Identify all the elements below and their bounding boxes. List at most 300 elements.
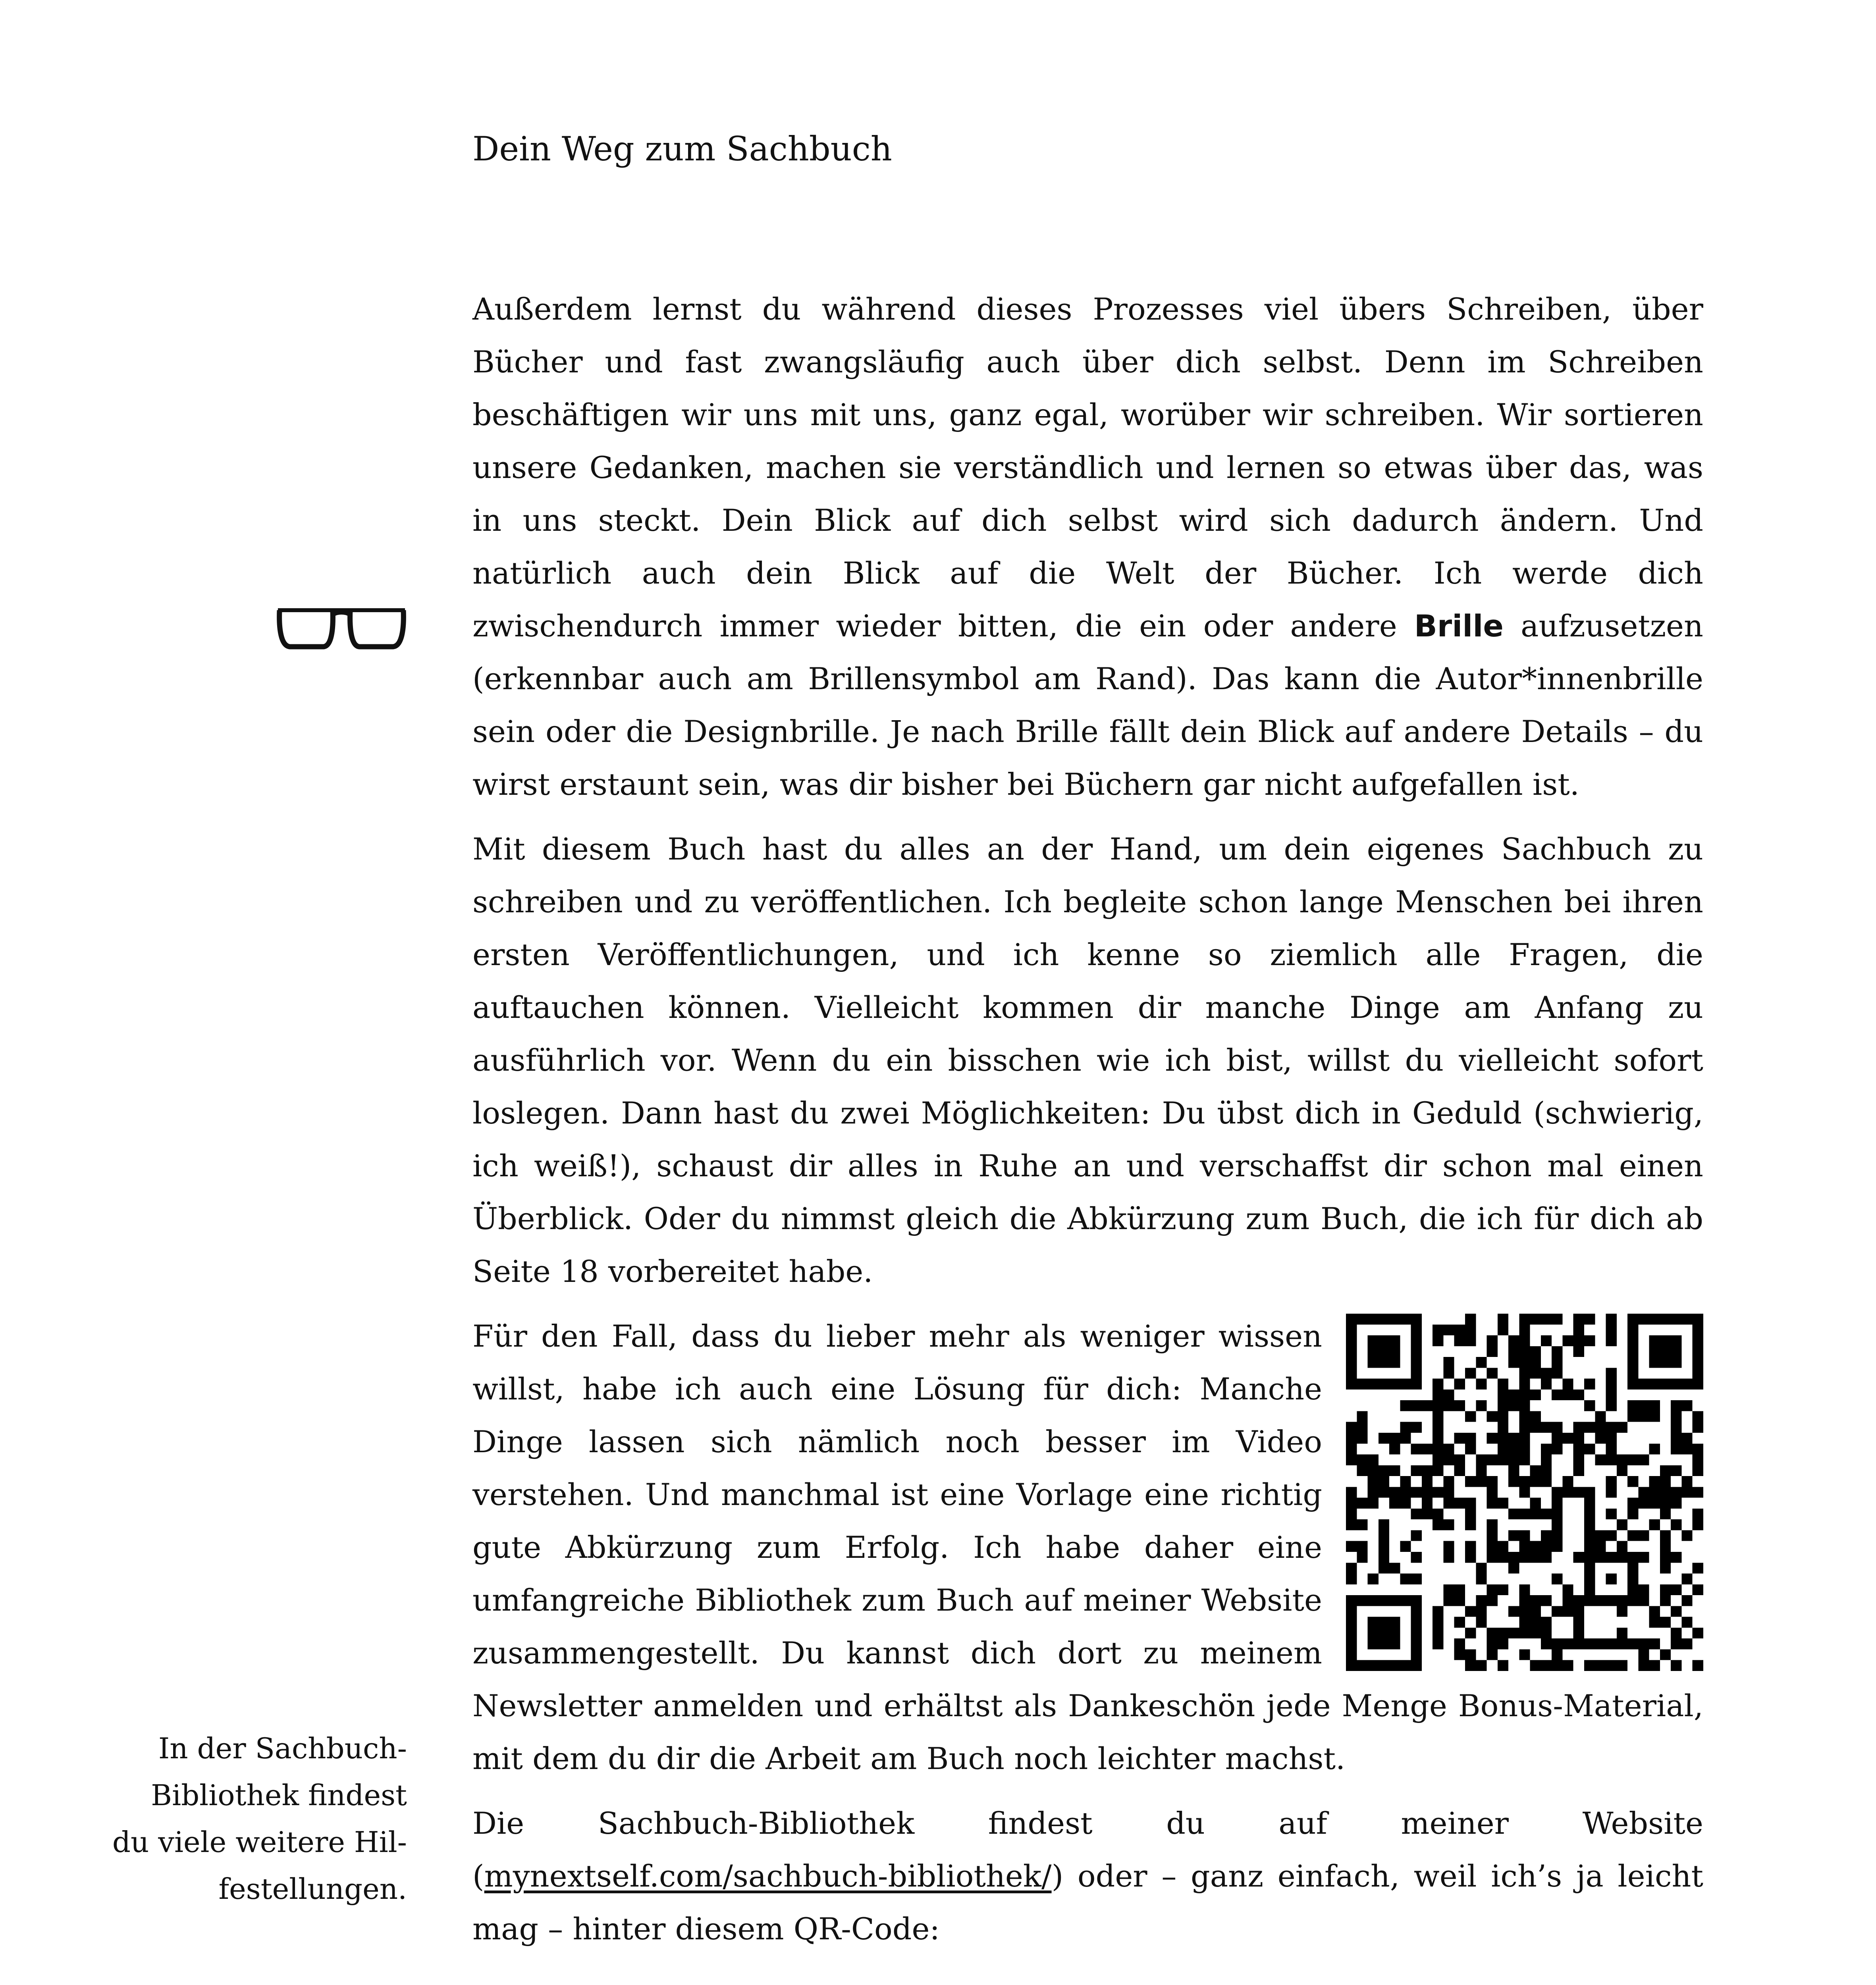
qr-module [1487, 1346, 1498, 1357]
qr-module [1433, 1465, 1443, 1476]
qr-module [1606, 1552, 1617, 1563]
qr-module [1660, 1336, 1671, 1346]
qr-module [1530, 1346, 1541, 1357]
qr-module [1368, 1660, 1379, 1671]
qr-module [1681, 1617, 1692, 1628]
qr-module [1379, 1595, 1389, 1606]
qr-module [1638, 1552, 1649, 1563]
qr-module [1584, 1498, 1595, 1509]
qr-module [1400, 1660, 1411, 1671]
qr-module [1617, 1628, 1627, 1638]
qr-module [1681, 1433, 1692, 1443]
qr-module [1411, 1530, 1422, 1541]
qr-module [1638, 1455, 1649, 1465]
qr-code[interactable] [1346, 1314, 1703, 1671]
qr-module [1693, 1324, 1703, 1335]
qr-module [1693, 1660, 1703, 1671]
qr-module [1638, 1638, 1649, 1649]
qr-module [1530, 1628, 1541, 1638]
qr-module [1346, 1422, 1357, 1433]
qr-module [1498, 1584, 1508, 1595]
qr-module [1508, 1563, 1519, 1573]
qr-module [1433, 1324, 1443, 1335]
qr-module [1584, 1314, 1595, 1324]
qr-module [1411, 1379, 1422, 1390]
qr-module [1498, 1541, 1508, 1552]
qr-module [1519, 1379, 1530, 1390]
qr-module [1357, 1411, 1367, 1422]
qr-module [1411, 1357, 1422, 1368]
qr-module [1389, 1443, 1400, 1454]
qr-module [1487, 1498, 1498, 1509]
paragraph-3 [472, 1310, 1703, 1785]
qr-module [1638, 1595, 1649, 1606]
paragraph-1-text-b: aufzusetzen (erkennbar auch am Brillensymbol am Rand). Das kann die Autor*innenbrille sein oder die Designbrille. Je nach Brille fällt dein Blick auf andere Details – du wirst erstaunt sein, was dir bisher bei Büchern gar nicht aufgefallen ist. [472, 608, 1703, 802]
qr-module [1411, 1400, 1422, 1411]
qr-module [1541, 1509, 1552, 1519]
qr-module [1584, 1552, 1595, 1563]
qr-module [1476, 1617, 1487, 1628]
qr-module [1649, 1357, 1660, 1368]
qr-module [1422, 1443, 1433, 1454]
qr-module [1357, 1541, 1367, 1552]
qr-module [1627, 1595, 1638, 1606]
qr-module [1671, 1422, 1681, 1433]
qr-module [1498, 1433, 1508, 1443]
body-text [472, 283, 1703, 1955]
qr-module [1671, 1357, 1681, 1368]
qr-module [1541, 1595, 1552, 1606]
qr-module [1433, 1638, 1443, 1649]
qr-module [1508, 1606, 1519, 1617]
paragraph-4-text-b: ) oder – ganz einfach, weil ich’s ja leicht mag – hinter diesem QR-Code: [472, 1858, 1703, 1946]
qr-module [1443, 1498, 1454, 1509]
qr-module [1660, 1563, 1671, 1573]
qr-module [1357, 1465, 1367, 1476]
qr-module [1617, 1595, 1627, 1606]
qr-module [1379, 1530, 1389, 1541]
qr-module [1671, 1336, 1681, 1346]
side-note-line: In der Sachbuch- [158, 1732, 407, 1765]
qr-module [1606, 1455, 1617, 1465]
qr-module [1465, 1443, 1476, 1454]
qr-module [1411, 1324, 1422, 1335]
qr-module [1627, 1563, 1638, 1573]
qr-module [1649, 1498, 1660, 1509]
qr-module [1541, 1465, 1552, 1476]
qr-module [1627, 1574, 1638, 1584]
qr-module [1693, 1519, 1703, 1530]
qr-module [1606, 1638, 1617, 1649]
qr-module [1346, 1574, 1357, 1584]
qr-module [1584, 1584, 1595, 1595]
qr-module [1671, 1498, 1681, 1509]
website-link[interactable]: mynextself.com/sachbuch-bibliothek/ [484, 1858, 1052, 1894]
qr-module [1649, 1443, 1660, 1454]
qr-module [1433, 1336, 1443, 1346]
qr-module [1519, 1509, 1530, 1519]
qr-module [1443, 1390, 1454, 1400]
qr-module [1433, 1411, 1443, 1422]
qr-module [1346, 1314, 1357, 1324]
paragraph-4-text-a: Die Sachbuch-Bibliothek findest du auf meiner Website ( [472, 1806, 1703, 1894]
qr-module [1433, 1519, 1443, 1530]
qr-module [1552, 1368, 1562, 1378]
qr-module [1530, 1390, 1541, 1400]
qr-module [1617, 1422, 1627, 1433]
qr-module [1465, 1411, 1476, 1422]
qr-module [1671, 1443, 1681, 1454]
qr-module [1638, 1649, 1649, 1660]
qr-module [1487, 1519, 1498, 1530]
qr-module [1606, 1574, 1617, 1584]
paragraph-3-text: Für den Fall, dass du lieber mehr als weniger wissen willst, habe ich auch eine Lösung für dich: Manche Dinge lassen sich nämlich noch besser im Video verstehen. Und manchmal ist eine Vorlage eine richtig gute Abkürzung zum Erfolg. Ich habe daher eine umfangreiche Bibliothek zum Buch auf meiner Website zusammengestellt. Du kannst dich dort zu meinem Newsletter anmelden und erhältst als Dankeschön jede Menge Bonus-Material, mit dem du dir die Arbeit am Buch noch leichter machst. [472, 1318, 1703, 1776]
qr-module [1433, 1509, 1443, 1519]
qr-module [1443, 1552, 1454, 1563]
qr-module [1519, 1314, 1530, 1324]
qr-module [1346, 1336, 1357, 1346]
qr-module [1606, 1336, 1617, 1346]
qr-module [1465, 1541, 1476, 1552]
qr-module [1627, 1368, 1638, 1378]
qr-module [1487, 1541, 1498, 1552]
qr-module [1487, 1638, 1498, 1649]
qr-module [1476, 1357, 1487, 1368]
qr-module [1498, 1411, 1508, 1422]
qr-module [1508, 1400, 1519, 1411]
qr-module [1422, 1465, 1433, 1476]
qr-module [1508, 1346, 1519, 1357]
qr-module [1389, 1617, 1400, 1628]
qr-module [1552, 1487, 1562, 1497]
qr-module [1498, 1422, 1508, 1433]
qr-module [1649, 1606, 1660, 1617]
qr-module [1562, 1487, 1573, 1497]
qr-module [1573, 1433, 1584, 1443]
qr-module [1454, 1498, 1465, 1509]
side-note [99, 1725, 407, 1912]
qr-module [1584, 1519, 1595, 1530]
qr-module [1508, 1390, 1519, 1400]
qr-module [1454, 1379, 1465, 1390]
qr-module [1443, 1476, 1454, 1487]
qr-module [1465, 1606, 1476, 1617]
qr-module [1368, 1379, 1379, 1390]
qr-module [1498, 1390, 1508, 1400]
qr-module [1595, 1530, 1606, 1541]
qr-module [1357, 1519, 1367, 1530]
qr-module [1681, 1379, 1692, 1390]
qr-module [1552, 1390, 1562, 1400]
qr-module [1584, 1563, 1595, 1573]
qr-module [1433, 1617, 1443, 1628]
qr-module [1346, 1595, 1357, 1606]
qr-module [1649, 1314, 1660, 1324]
qr-module [1627, 1455, 1638, 1465]
qr-module [1465, 1314, 1476, 1324]
qr-module [1389, 1563, 1400, 1573]
qr-module [1541, 1617, 1552, 1628]
qr-module [1573, 1638, 1584, 1649]
qr-module [1671, 1487, 1681, 1497]
qr-module [1530, 1498, 1541, 1509]
qr-module [1368, 1487, 1379, 1497]
qr-module [1357, 1660, 1367, 1671]
side-note-line: du viele weitere Hil- [112, 1825, 407, 1859]
qr-module [1595, 1541, 1606, 1552]
paragraph-2: Mit diesem Buch hast du alles an der Hand, um dein eigenes Sachbuch zu schreiben und zu veröffentlichen. Ich begleite schon lange Menschen bei ihren ersten Veröffentlichungen, und ich kenne so ziemlich alle Fragen, die auftauchen können. Vielleicht kommen dir manche Dinge am Anfang zu ausführlich vor. Wenn du ein bisschen wie ich bist, willst du vielleicht sofort loslegen. Dann hast du zwei Möglichkeiten: Du übst dich in Geduld (schwierig, ich weiß!), schaust dir alles in Ruhe an und verschaffst dir schon mal einen Überblick. Oder du nimmst gleich die Abkürzung zum Buch, die ich für dich ab Seite 18 vorbereitet habe. [472, 831, 1703, 1289]
qr-module [1422, 1498, 1433, 1509]
qr-module [1649, 1638, 1660, 1649]
qr-module [1638, 1584, 1649, 1595]
qr-module [1508, 1628, 1519, 1638]
qr-module [1519, 1433, 1530, 1443]
qr-module [1379, 1465, 1389, 1476]
qr-module [1671, 1628, 1681, 1638]
qr-module [1498, 1628, 1508, 1638]
qr-module [1487, 1552, 1498, 1563]
qr-module [1508, 1552, 1519, 1563]
qr-module [1411, 1606, 1422, 1617]
qr-module [1552, 1498, 1562, 1509]
qr-module [1693, 1487, 1703, 1497]
qr-module [1379, 1638, 1389, 1649]
qr-module [1660, 1617, 1671, 1628]
qr-module [1422, 1487, 1433, 1497]
qr-module [1681, 1574, 1692, 1584]
qr-module [1498, 1324, 1508, 1335]
qr-module [1681, 1443, 1692, 1454]
qr-module [1627, 1324, 1638, 1335]
qr-module [1617, 1455, 1627, 1465]
qr-module [1584, 1379, 1595, 1390]
qr-module [1649, 1660, 1660, 1671]
qr-module [1552, 1357, 1562, 1368]
qr-module [1411, 1465, 1422, 1476]
qr-module [1584, 1336, 1595, 1346]
qr-module [1573, 1336, 1584, 1346]
qr-module [1389, 1314, 1400, 1324]
qr-module [1465, 1509, 1476, 1519]
qr-module [1346, 1606, 1357, 1617]
qr-module [1649, 1476, 1660, 1487]
qr-module [1498, 1660, 1508, 1671]
qr-module [1541, 1455, 1552, 1465]
qr-module [1562, 1390, 1573, 1400]
qr-module [1660, 1541, 1671, 1552]
qr-module [1519, 1541, 1530, 1552]
qr-module [1346, 1563, 1357, 1573]
qr-module [1584, 1422, 1595, 1433]
qr-module [1465, 1476, 1476, 1487]
qr-module [1573, 1552, 1584, 1563]
qr-module [1379, 1336, 1389, 1346]
qr-module [1357, 1498, 1367, 1509]
qr-module [1606, 1487, 1617, 1497]
qr-module [1693, 1509, 1703, 1519]
qr-module [1519, 1368, 1530, 1378]
qr-module [1443, 1584, 1454, 1595]
qr-module [1584, 1400, 1595, 1411]
qr-module [1541, 1660, 1552, 1671]
qr-module [1693, 1314, 1703, 1324]
qr-module [1389, 1379, 1400, 1390]
qr-module [1671, 1606, 1681, 1617]
qr-module [1584, 1595, 1595, 1606]
qr-module [1443, 1400, 1454, 1411]
qr-module [1595, 1455, 1606, 1465]
qr-module [1519, 1336, 1530, 1346]
qr-module [1627, 1379, 1638, 1390]
qr-module [1595, 1660, 1606, 1671]
qr-module [1595, 1411, 1606, 1422]
qr-module [1433, 1455, 1443, 1465]
qr-module [1487, 1649, 1498, 1660]
qr-module [1487, 1628, 1498, 1638]
qr-module [1443, 1455, 1454, 1465]
qr-module [1357, 1552, 1367, 1563]
qr-module [1368, 1314, 1379, 1324]
qr-module [1454, 1455, 1465, 1465]
qr-module [1487, 1433, 1498, 1443]
qr-module [1530, 1617, 1541, 1628]
qr-module [1671, 1638, 1681, 1649]
qr-module [1346, 1346, 1357, 1357]
qr-module [1584, 1638, 1595, 1649]
qr-module [1400, 1574, 1411, 1584]
qr-module [1346, 1368, 1357, 1378]
qr-module [1368, 1336, 1379, 1346]
qr-module [1627, 1400, 1638, 1411]
qr-module [1649, 1379, 1660, 1390]
qr-module [1606, 1530, 1617, 1541]
qr-module [1508, 1433, 1519, 1443]
qr-module [1530, 1660, 1541, 1671]
qr-module [1681, 1487, 1692, 1497]
qr-module [1498, 1638, 1508, 1649]
qr-module [1433, 1628, 1443, 1638]
qr-module [1638, 1530, 1649, 1541]
qr-module [1519, 1487, 1530, 1497]
qr-module [1584, 1530, 1595, 1541]
qr-module [1400, 1400, 1411, 1411]
qr-module [1573, 1422, 1584, 1433]
qr-module [1530, 1476, 1541, 1487]
qr-module [1617, 1541, 1627, 1552]
qr-module [1508, 1476, 1519, 1487]
qr-module [1508, 1357, 1519, 1368]
qr-module [1465, 1660, 1476, 1671]
qr-module [1411, 1617, 1422, 1628]
qr-module [1649, 1400, 1660, 1411]
qr-module [1519, 1357, 1530, 1368]
qr-module [1627, 1498, 1638, 1509]
qr-module [1389, 1595, 1400, 1606]
qr-module [1638, 1400, 1649, 1411]
qr-module [1454, 1324, 1465, 1335]
qr-module [1476, 1379, 1487, 1390]
qr-module [1346, 1628, 1357, 1638]
qr-module [1368, 1346, 1379, 1357]
qr-module [1681, 1638, 1692, 1649]
side-note-line: Bibliothek findest [151, 1779, 407, 1812]
qr-module [1671, 1552, 1681, 1563]
qr-module [1400, 1541, 1411, 1552]
qr-module [1368, 1638, 1379, 1649]
qr-module [1693, 1584, 1703, 1595]
qr-module [1606, 1368, 1617, 1378]
qr-module [1389, 1628, 1400, 1638]
qr-module [1508, 1455, 1519, 1465]
qr-module [1487, 1455, 1498, 1465]
qr-module [1562, 1660, 1573, 1671]
qr-module [1379, 1346, 1389, 1357]
qr-module [1519, 1595, 1530, 1606]
qr-module [1541, 1530, 1552, 1541]
qr-module [1411, 1487, 1422, 1497]
qr-module [1454, 1400, 1465, 1411]
qr-module [1660, 1509, 1671, 1519]
qr-module [1562, 1433, 1573, 1443]
qr-module [1530, 1509, 1541, 1519]
qr-module [1519, 1346, 1530, 1357]
qr-module [1519, 1584, 1530, 1595]
paragraph-4 [472, 1797, 1703, 1955]
qr-module [1584, 1487, 1595, 1497]
qr-module [1573, 1443, 1584, 1454]
qr-module [1660, 1357, 1671, 1368]
qr-module [1552, 1314, 1562, 1324]
qr-module [1606, 1433, 1617, 1443]
qr-module [1346, 1660, 1357, 1671]
qr-module [1487, 1336, 1498, 1346]
qr-module [1671, 1660, 1681, 1671]
qr-module [1487, 1595, 1498, 1606]
qr-module [1530, 1552, 1541, 1563]
qr-module [1487, 1530, 1498, 1541]
qr-module [1465, 1498, 1476, 1509]
qr-module [1541, 1314, 1552, 1324]
qr-module [1498, 1379, 1508, 1390]
qr-module [1584, 1443, 1595, 1454]
qr-module [1368, 1574, 1379, 1584]
qr-module [1411, 1660, 1422, 1671]
qr-module [1541, 1628, 1552, 1638]
brille-term: Brille [1414, 608, 1504, 644]
qr-module [1400, 1433, 1411, 1443]
qr-module [1541, 1336, 1552, 1346]
qr-module [1433, 1606, 1443, 1617]
qr-module [1400, 1314, 1411, 1324]
qr-module [1443, 1368, 1454, 1378]
qr-module [1562, 1584, 1573, 1595]
qr-module [1681, 1530, 1692, 1541]
qr-module [1693, 1422, 1703, 1433]
qr-module [1379, 1552, 1389, 1563]
qr-module [1627, 1476, 1638, 1487]
qr-module [1411, 1595, 1422, 1606]
qr-module [1476, 1400, 1487, 1411]
qr-module [1562, 1638, 1573, 1649]
qr-module [1454, 1433, 1465, 1443]
qr-module [1379, 1433, 1389, 1443]
qr-module [1433, 1422, 1443, 1433]
qr-module [1584, 1509, 1595, 1519]
qr-module [1368, 1465, 1379, 1476]
qr-module [1573, 1346, 1584, 1357]
qr-module [1379, 1476, 1389, 1487]
qr-module [1476, 1455, 1487, 1465]
